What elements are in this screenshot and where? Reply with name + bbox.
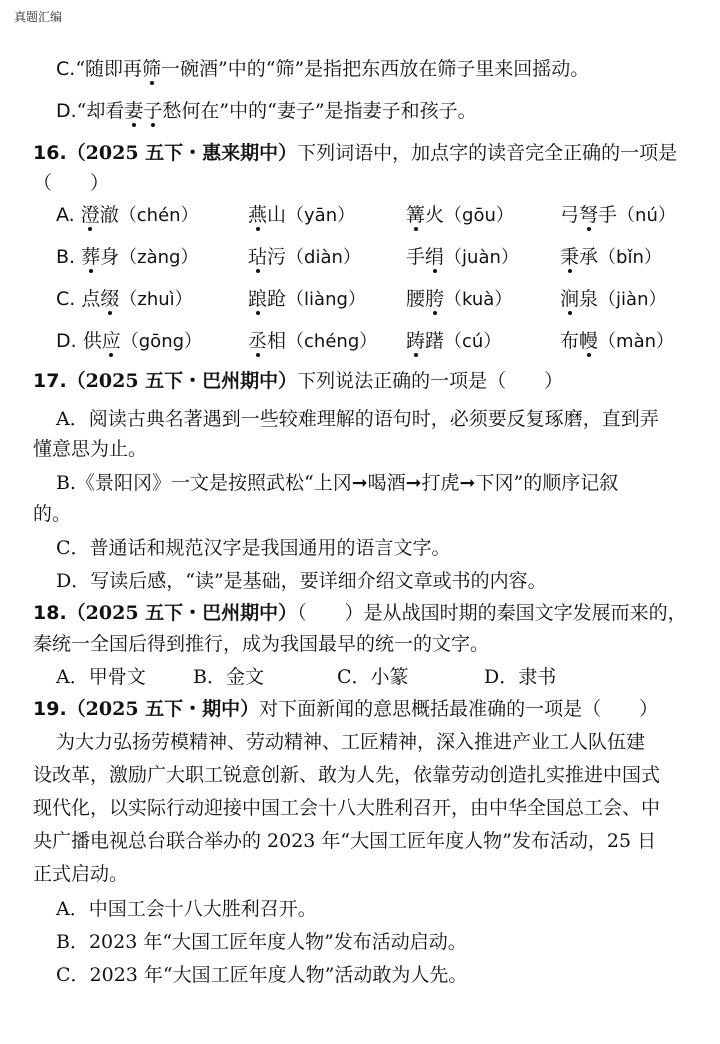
q17-option-a-cont: 懂意思为止。 — [33, 438, 148, 460]
word-char: 躇 — [425, 330, 445, 352]
emphasis-char: 涧 — [560, 288, 580, 310]
option-label: D. — [56, 330, 83, 352]
q16-option-a-word — [560, 203, 676, 228]
word-char: 泉 — [579, 288, 599, 310]
question-text: （ ）是从战国时期的秦国文字发展而来的， — [297, 602, 687, 624]
pinyin: （gōng） — [120, 331, 203, 352]
q18-stem — [33, 601, 687, 625]
q16-answer-blank: （ ） — [33, 172, 110, 194]
emphasis-char: 丞 — [248, 330, 268, 352]
text-run: 愁何在”中的“妻子”是指妻子和孩子。 — [162, 100, 477, 122]
pinyin: （chéng） — [286, 331, 378, 352]
question-source: （2025 五下・巴州期中） — [66, 370, 298, 392]
q18-stem-cont: 秦统一全国后得到推行，成为我国最早的统一的文字。 — [33, 633, 490, 655]
q16-option-c-word — [560, 287, 666, 312]
q18-option-b: B．金文 — [193, 666, 264, 688]
word-char: 腰 — [406, 288, 426, 310]
pinyin: （màn） — [598, 331, 675, 352]
option-label: C. — [56, 288, 82, 310]
q19-stem — [33, 697, 658, 721]
word-char: 澈 — [99, 204, 119, 226]
emphasis-char: 玷 — [248, 246, 268, 268]
q19-option-c: C．2023 年“大国工匠年度人物”活动敢为人先。 — [56, 964, 468, 986]
word-char: 污 — [267, 246, 287, 268]
word-char: 相 — [267, 330, 287, 352]
q19-passage-line: 设改革，激励广大职工锐意创新、敢为人先，依靠劳动创造扎实推进中国式 — [33, 764, 661, 786]
q19-passage-line: 为大力弘扬劳模精神、劳动精神、工匠精神，深入推进产业工人队伍建 — [56, 731, 646, 753]
emphasis-char: 子 — [143, 100, 163, 122]
text-run: 一碗酒”中的“筛”是指把东西放在筛子里来回摇动。 — [161, 58, 590, 80]
q15-option-c: C.“随即再筛一碗酒”中的“筛”是指把东西放在筛子里来回摇动。 — [56, 58, 590, 80]
emphasis-char: 幔 — [579, 330, 599, 352]
q17-option-a: A．阅读古典名著遇到一些较难理解的语句时，必须要反复琢磨，直到弄 — [56, 408, 659, 430]
q19-passage-line: 央广播电视总台联合举办的 2023 年“大国工匠年度人物”发布活动，25 日 — [33, 830, 657, 852]
emphasis-char: 胯 — [425, 288, 445, 310]
q15-option-d: D.“却看妻子愁何在”中的“妻子”是指妻子和孩子。 — [56, 100, 477, 122]
pinyin: （diàn） — [286, 247, 361, 268]
q16-option-b-word — [248, 245, 361, 270]
pinyin: （liàng） — [286, 289, 366, 310]
question-source: （2025 五下・惠来期中） — [66, 142, 298, 164]
q16-option-b-word — [406, 245, 519, 270]
q16-option-d-word — [560, 329, 674, 354]
question-text: 下列词语中，加点字的读音完全正确的一项是 — [297, 142, 678, 164]
q16-option-a-word — [248, 203, 355, 228]
word-char: 布 — [560, 330, 580, 352]
q19-passage-line: 现代化，以实际行动迎接中国工会十八大胜利召开，由中华全国总工会、中 — [33, 797, 661, 819]
q16-option-b-word — [560, 245, 662, 270]
q16-option-b-word — [56, 245, 198, 270]
q17-option-c: C．普通话和规范汉字是我国通用的语言文字。 — [56, 537, 451, 559]
emphasis-char: 弩 — [579, 204, 599, 226]
emphasis-char: 筛 — [142, 58, 162, 80]
q19-option-b: B．2023 年“大国工匠年度人物”发布活动启动。 — [56, 931, 467, 953]
pinyin: （jiàn） — [598, 289, 667, 310]
word-char: 手 — [598, 204, 618, 226]
q15-option-c-text — [75, 58, 589, 80]
question-number: 17. — [33, 370, 67, 392]
q19-passage-line: 正式启动。 — [33, 863, 129, 885]
question-number: 16. — [33, 142, 67, 164]
q16-option-d-word — [248, 329, 377, 354]
page-header: 真题汇编 — [14, 10, 63, 24]
question-text: 下列说法正确的一项是（ ） — [297, 370, 564, 392]
word-char: 点 — [81, 288, 101, 310]
word-char: 火 — [425, 204, 445, 226]
q18-option-d: D．隶书 — [484, 666, 557, 688]
question-text: 对下面新闻的意思概括最准确的一项是（ ） — [259, 698, 659, 720]
emphasis-char: 澄 — [80, 204, 100, 226]
q17-stem — [33, 369, 563, 393]
word-char: 跄 — [267, 288, 287, 310]
pinyin: （kuà） — [444, 289, 513, 310]
pinyin: （yān） — [286, 205, 356, 226]
emphasis-char: 篝 — [406, 204, 426, 226]
emphasis-char: 燕 — [248, 204, 268, 226]
word-char: 身 — [100, 246, 120, 268]
q16-stem — [33, 141, 677, 165]
q19-option-a: A．中国工会十八大胜利召开。 — [56, 898, 317, 920]
pinyin: （bǐn） — [598, 247, 662, 268]
emphasis-char: 葬 — [81, 246, 101, 268]
q18-option-a: A．甲骨文 — [56, 666, 146, 688]
question-source: （2025 五下・巴州期中） — [66, 602, 298, 624]
emphasis-char: 缀 — [100, 288, 120, 310]
pinyin: （chén） — [118, 205, 199, 226]
emphasis-char: 踌 — [406, 330, 426, 352]
text-run: “随即再 — [75, 58, 143, 80]
pinyin: （cú） — [444, 331, 502, 352]
q16-option-d-word — [406, 329, 501, 354]
pinyin: （juàn） — [444, 247, 519, 268]
q16-option-c-word — [406, 287, 512, 312]
q16-option-a-word — [406, 203, 514, 228]
emphasis-char: 绢 — [425, 246, 445, 268]
word-char: 弓 — [560, 204, 580, 226]
q17-option-b: B.《景阳冈》一文是按照武松“上冈➞喝酒➞打虎➞下冈”的顺序记叙 — [56, 472, 619, 494]
text-run: “却看 — [76, 100, 125, 122]
word-char: 手 — [406, 246, 426, 268]
question-number: 19. — [33, 698, 67, 720]
emphasis-char: 应 — [101, 330, 121, 352]
q16-option-c-word — [248, 287, 366, 312]
word-char: 承 — [579, 246, 599, 268]
q17-option-b-cont: 的。 — [33, 503, 72, 525]
pinyin: （zhuì） — [119, 289, 193, 310]
q16-option-a-word — [56, 203, 199, 228]
q16-option-d-word — [56, 329, 202, 354]
question-source: （2025 五下・期中） — [66, 698, 260, 720]
q18-option-c: C．小篆 — [337, 666, 409, 688]
q17-option-d: D．写读后感，“读”是基础，要详细介绍文章或书的内容。 — [56, 570, 547, 592]
word-char: 供 — [82, 330, 102, 352]
emphasis-char: 踉 — [248, 288, 268, 310]
q15-option-d-text — [77, 100, 477, 122]
emphasis-char: 妻 — [124, 100, 144, 122]
question-number: 18. — [33, 602, 67, 624]
word-char: 山 — [267, 204, 287, 226]
option-label: A. — [56, 204, 81, 226]
q16-option-c-word — [56, 287, 193, 312]
emphasis-char: 秉 — [560, 246, 580, 268]
pinyin: （nú） — [617, 205, 676, 226]
pinyin: （zàng） — [119, 247, 199, 268]
pinyin: （gōu） — [444, 205, 514, 226]
option-label: B. — [56, 246, 82, 268]
